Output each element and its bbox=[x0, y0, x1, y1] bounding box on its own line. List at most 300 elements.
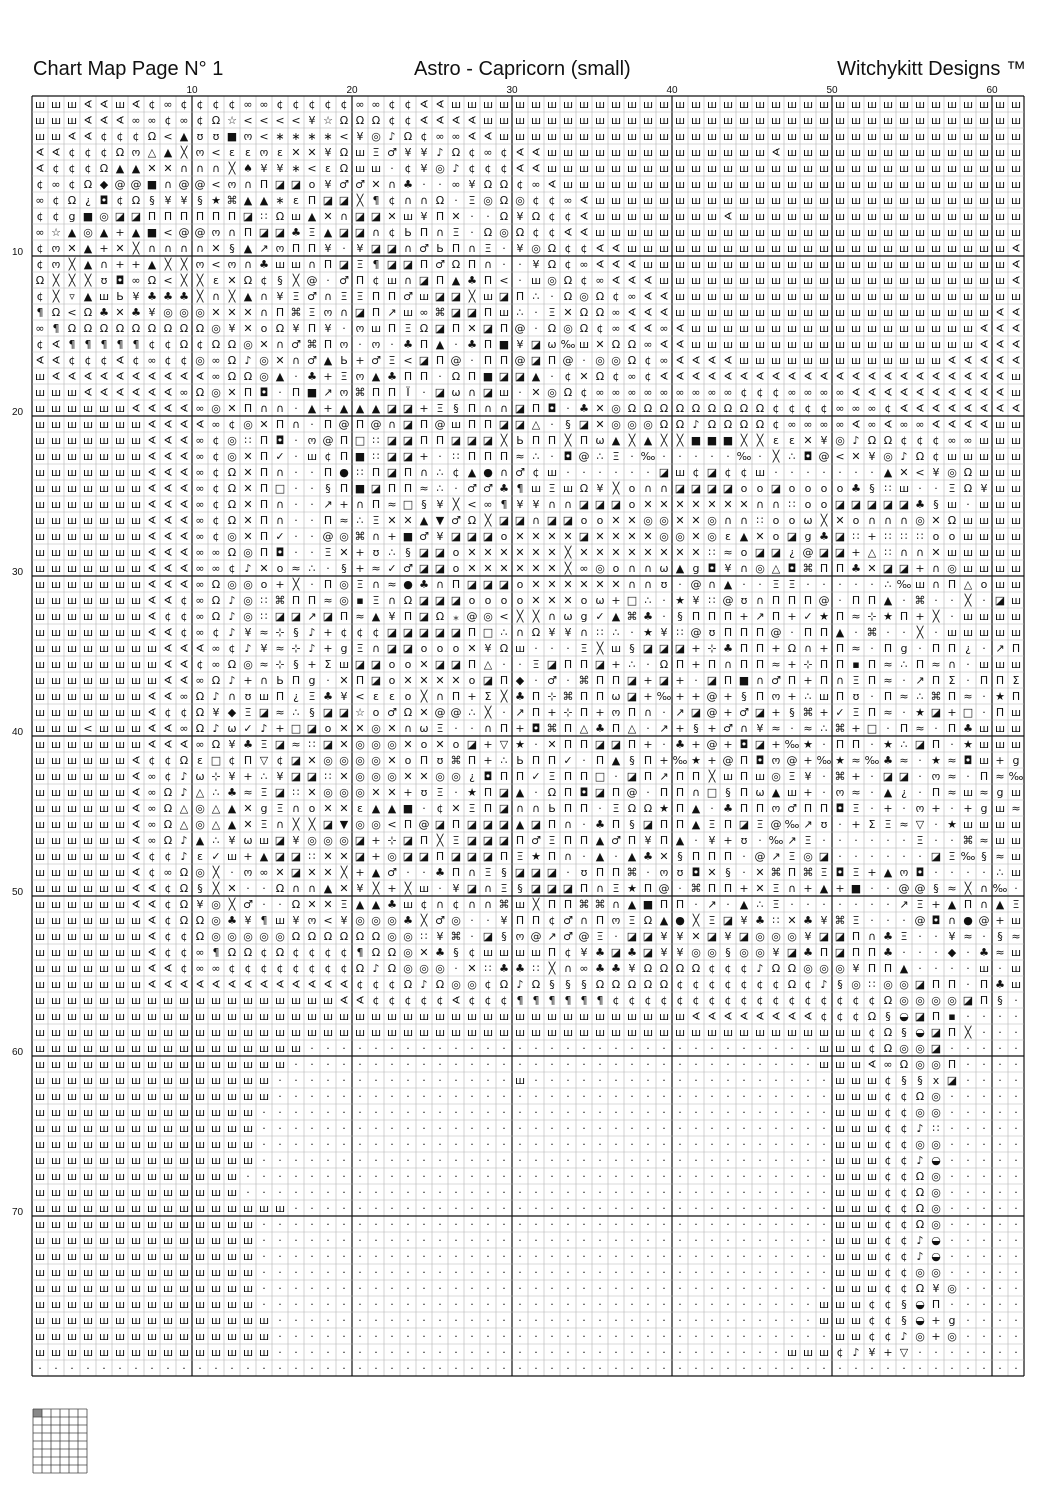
chart-symbol: ¢ bbox=[565, 946, 572, 959]
chart-symbol: + bbox=[803, 882, 812, 895]
chart-symbol: ¢ bbox=[885, 1122, 892, 1135]
chart-symbol: ш bbox=[163, 1154, 173, 1167]
chart-symbol: ш bbox=[67, 546, 77, 559]
chart-symbol: · bbox=[678, 1170, 682, 1183]
chart-symbol: + bbox=[323, 370, 332, 383]
chart-symbol: ш bbox=[963, 514, 973, 527]
chart-symbol: · bbox=[646, 1042, 650, 1055]
chart-symbol: Ω bbox=[756, 402, 764, 415]
chart-symbol: ш bbox=[227, 1074, 237, 1087]
chart-symbol: · bbox=[518, 658, 522, 671]
chart-symbol: ✕ bbox=[323, 850, 332, 863]
chart-symbol: · bbox=[310, 1266, 314, 1279]
chart-symbol: Ω bbox=[84, 306, 92, 319]
chart-symbol: о bbox=[853, 514, 860, 527]
chart-symbol: ≈ bbox=[947, 882, 956, 895]
chart-symbol: ∢ bbox=[979, 418, 988, 431]
chart-symbol: + bbox=[771, 738, 780, 751]
chart-symbol: · bbox=[982, 1218, 986, 1231]
chart-symbol: ∩ bbox=[756, 674, 764, 687]
chart-symbol: · bbox=[822, 1202, 826, 1215]
chart-symbol: ш bbox=[243, 1138, 253, 1151]
chart-symbol: · bbox=[822, 1266, 826, 1279]
chart-symbol: · bbox=[518, 1058, 522, 1071]
chart-symbol: ∢ bbox=[963, 418, 972, 431]
chart-symbol: Π bbox=[452, 818, 460, 831]
chart-symbol: · bbox=[358, 1298, 362, 1311]
chart-symbol: · bbox=[902, 914, 906, 927]
chart-symbol: ¥ bbox=[197, 898, 204, 911]
chart-symbol: ╳ bbox=[820, 513, 829, 527]
chart-symbol: · bbox=[342, 322, 346, 335]
chart-symbol: · bbox=[982, 1154, 986, 1167]
chart-symbol: ✕ bbox=[227, 882, 236, 895]
chart-symbol: ∢ bbox=[979, 386, 988, 399]
chart-symbol: ш bbox=[739, 274, 749, 287]
chart-symbol: · bbox=[982, 1138, 986, 1151]
chart-symbol: ∢ bbox=[995, 386, 1004, 399]
chart-symbol: ш bbox=[947, 274, 957, 287]
chart-symbol: ∩ bbox=[532, 514, 540, 527]
chart-symbol: Π bbox=[724, 818, 732, 831]
chart-symbol: · bbox=[950, 866, 954, 879]
chart-symbol: Ω bbox=[532, 626, 540, 639]
chart-symbol: ш bbox=[611, 226, 621, 239]
chart-symbol: ♪ bbox=[916, 1154, 923, 1167]
chart-symbol: ✕ bbox=[723, 498, 732, 511]
chart-symbol: ♪ bbox=[212, 722, 219, 735]
chart-symbol: □ bbox=[483, 626, 493, 639]
chart-symbol: ш bbox=[131, 1074, 141, 1087]
chart-symbol: ¢ bbox=[901, 1234, 908, 1247]
chart-symbol: ¢ bbox=[277, 962, 284, 975]
chart-symbol: ◎ bbox=[211, 322, 221, 335]
chart-symbol: ✕ bbox=[307, 786, 316, 799]
chart-symbol: ¢ bbox=[261, 274, 268, 287]
chart-symbol: · bbox=[630, 1058, 634, 1071]
chart-symbol: · bbox=[918, 482, 922, 495]
chart-symbol: ш bbox=[51, 1218, 61, 1231]
chart-symbol: Ω bbox=[340, 114, 348, 127]
chart-symbol: ■ bbox=[643, 898, 653, 911]
chart-symbol: · bbox=[390, 1058, 394, 1071]
chart-symbol: ¢ bbox=[901, 1266, 908, 1279]
chart-symbol: ш bbox=[67, 1186, 77, 1199]
chart-symbol: · bbox=[518, 1138, 522, 1151]
chart-symbol: ◪ bbox=[547, 514, 557, 527]
chart-symbol: ш bbox=[579, 146, 589, 159]
chart-symbol: · bbox=[742, 1186, 746, 1199]
chart-symbol: · bbox=[390, 1298, 394, 1311]
chart-symbol: · bbox=[262, 898, 266, 911]
chart-symbol: ш bbox=[691, 194, 701, 207]
chart-symbol: Π bbox=[340, 434, 348, 447]
chart-symbol: о bbox=[501, 594, 508, 607]
chart-symbol: ♂ bbox=[339, 274, 349, 287]
chart-symbol: ¶ bbox=[517, 482, 524, 495]
chart-symbol: ◎ bbox=[787, 930, 797, 943]
chart-symbol: Π bbox=[836, 642, 844, 655]
chart-symbol: ∢ bbox=[67, 130, 76, 143]
chart-symbol: ♪ bbox=[244, 562, 251, 575]
chart-symbol: · bbox=[406, 1154, 410, 1167]
chart-symbol: ∩ bbox=[788, 882, 796, 895]
chart-symbol: ш bbox=[707, 178, 717, 191]
chart-symbol: ◪ bbox=[451, 290, 461, 303]
chart-symbol: ∢ bbox=[147, 418, 156, 431]
chart-symbol: ◎ bbox=[419, 962, 429, 975]
chart-symbol: Ω bbox=[212, 610, 220, 623]
chart-symbol: ш bbox=[691, 1026, 701, 1039]
chart-symbol: ш bbox=[67, 1106, 77, 1119]
chart-symbol: ш bbox=[771, 258, 781, 271]
chart-symbol: ш bbox=[627, 210, 637, 223]
chart-symbol: ✕ bbox=[339, 850, 348, 863]
chart-symbol: ш bbox=[1011, 946, 1021, 959]
chart-symbol: ▽ bbox=[916, 818, 925, 831]
chart-symbol: ⌘ bbox=[627, 610, 638, 623]
chart-symbol: · bbox=[758, 1090, 762, 1103]
chart-symbol: ✕ bbox=[931, 514, 940, 527]
chart-symbol: ш bbox=[787, 274, 797, 287]
chart-symbol: ш bbox=[867, 146, 877, 159]
chart-symbol: ш bbox=[115, 418, 125, 431]
chart-symbol: о bbox=[485, 594, 492, 607]
chart-symbol: ш bbox=[227, 1266, 237, 1279]
chart-symbol: Π bbox=[932, 978, 940, 991]
chart-symbol: · bbox=[358, 1218, 362, 1231]
chart-symbol: о bbox=[405, 754, 412, 767]
chart-symbol: о bbox=[437, 642, 444, 655]
chart-symbol: ш bbox=[195, 1122, 205, 1135]
chart-symbol: ▲ bbox=[612, 610, 621, 623]
chart-symbol: · bbox=[614, 1218, 618, 1231]
chart-symbol: · bbox=[854, 834, 858, 847]
chart-symbol: ♣ bbox=[403, 914, 413, 927]
chart-symbol: · bbox=[902, 850, 906, 863]
chart-symbol: ш bbox=[99, 1074, 109, 1087]
chart-symbol: ¢ bbox=[149, 338, 156, 351]
chart-symbol: Ξ bbox=[309, 690, 316, 703]
chart-symbol: Π bbox=[580, 802, 588, 815]
chart-symbol: ◪ bbox=[531, 354, 541, 367]
chart-symbol: ш bbox=[99, 530, 109, 543]
chart-symbol: ╳ bbox=[564, 433, 573, 447]
chart-symbol: ш bbox=[243, 1058, 253, 1071]
chart-symbol: ∗ bbox=[291, 162, 300, 175]
chart-symbol: ♣ bbox=[851, 482, 861, 495]
chart-symbol: @ bbox=[115, 178, 126, 191]
chart-symbol: · bbox=[390, 1266, 394, 1279]
chart-symbol: · bbox=[502, 1138, 506, 1151]
chart-symbol: ✕ bbox=[243, 306, 252, 319]
chart-symbol: ◎ bbox=[339, 530, 349, 543]
chart-symbol: ш bbox=[867, 114, 877, 127]
chart-symbol: · bbox=[870, 802, 874, 815]
chart-symbol: ¢ bbox=[165, 338, 172, 351]
chart-symbol: ш bbox=[339, 658, 349, 671]
chart-symbol: ш bbox=[851, 130, 861, 143]
chart-symbol: ш bbox=[99, 946, 109, 959]
chart-symbol: ∞ bbox=[211, 418, 220, 431]
chart-symbol: Ξ bbox=[341, 370, 348, 383]
chart-symbol: · bbox=[534, 1234, 538, 1247]
chart-symbol: · bbox=[694, 1090, 698, 1103]
chart-symbol: ш bbox=[851, 1186, 861, 1199]
chart-symbol: ∴ bbox=[901, 658, 908, 671]
chart-symbol: · bbox=[822, 1250, 826, 1263]
chart-symbol: ш bbox=[851, 226, 861, 239]
chart-symbol: ◎ bbox=[211, 930, 221, 943]
chart-symbol: ш bbox=[643, 146, 653, 159]
chart-symbol: ≈ bbox=[771, 722, 780, 735]
chart-symbol: ш bbox=[83, 834, 93, 847]
chart-symbol: Ξ bbox=[261, 786, 268, 799]
chart-symbol: Π bbox=[388, 290, 396, 303]
chart-symbol: @ bbox=[531, 930, 542, 943]
chart-symbol: ◪ bbox=[403, 402, 413, 415]
chart-symbol: ◎ bbox=[307, 834, 317, 847]
chart-symbol: ¶ bbox=[549, 994, 556, 1007]
chart-symbol: · bbox=[790, 1202, 794, 1215]
chart-symbol: @ bbox=[819, 450, 830, 463]
chart-symbol: Ξ bbox=[453, 226, 460, 239]
chart-symbol: · bbox=[390, 1314, 394, 1327]
chart-symbol: ⁎ bbox=[453, 610, 459, 623]
chart-symbol: ✕ bbox=[243, 514, 252, 527]
chart-symbol: ◘ bbox=[260, 386, 269, 399]
chart-symbol: ш bbox=[835, 210, 845, 223]
chart-symbol: ╳ bbox=[180, 257, 189, 271]
chart-symbol: · bbox=[486, 1266, 490, 1279]
chart-symbol: ▲ bbox=[132, 162, 141, 175]
chart-symbol: ш bbox=[1011, 658, 1021, 671]
chart-symbol: Π bbox=[676, 818, 684, 831]
chart-symbol: ∷ bbox=[421, 930, 428, 943]
chart-symbol: ∢ bbox=[83, 370, 92, 383]
chart-symbol: ш bbox=[963, 226, 973, 239]
chart-symbol: ∢ bbox=[339, 978, 348, 991]
chart-symbol: ш bbox=[707, 274, 717, 287]
chart-symbol: · bbox=[678, 1058, 682, 1071]
chart-symbol: ш bbox=[131, 946, 141, 959]
chart-symbol: · bbox=[390, 162, 394, 175]
chart-symbol: · bbox=[534, 1202, 538, 1215]
chart-symbol: ш bbox=[83, 786, 93, 799]
chart-symbol: · bbox=[358, 1042, 362, 1055]
chart-symbol: Ω bbox=[340, 930, 348, 943]
chart-symbol: ш bbox=[819, 690, 829, 703]
chart-symbol: · bbox=[614, 1138, 618, 1151]
chart-symbol: < bbox=[163, 274, 172, 287]
chart-symbol: ш bbox=[371, 1026, 381, 1039]
chart-symbol: · bbox=[310, 1314, 314, 1327]
chart-symbol: Π bbox=[916, 658, 924, 671]
chart-symbol: ∢ bbox=[163, 674, 172, 687]
chart-symbol: @ bbox=[323, 530, 334, 543]
chart-symbol: ш bbox=[979, 722, 989, 735]
chart-symbol: ◪ bbox=[547, 866, 557, 879]
chart-symbol: ♂ bbox=[771, 674, 781, 687]
chart-symbol: + bbox=[387, 882, 396, 895]
chart-symbol: ¢ bbox=[341, 626, 348, 639]
chart-symbol: ▲ bbox=[884, 866, 893, 879]
chart-symbol: ♂ bbox=[787, 802, 797, 815]
chart-symbol: ш bbox=[83, 994, 93, 1007]
chart-symbol: ш bbox=[275, 1042, 285, 1055]
chart-symbol: ш bbox=[899, 482, 909, 495]
chart-symbol: Π bbox=[436, 354, 444, 367]
chart-symbol: ╳ bbox=[68, 273, 77, 287]
chart-symbol: · bbox=[966, 1170, 970, 1183]
chart-symbol: § bbox=[565, 978, 571, 991]
chart-symbol: ¢ bbox=[37, 290, 44, 303]
chart-symbol: ◒ bbox=[931, 1234, 941, 1247]
chart-symbol: ╳ bbox=[468, 289, 477, 303]
chart-symbol: · bbox=[326, 1122, 330, 1135]
chart-symbol: ш bbox=[819, 1298, 829, 1311]
chart-symbol: ◎ bbox=[243, 578, 253, 591]
chart-symbol: ¢ bbox=[549, 226, 556, 239]
chart-symbol: · bbox=[518, 1282, 522, 1295]
chart-symbol: ∴ bbox=[501, 754, 508, 767]
chart-symbol: ш bbox=[83, 626, 93, 639]
chart-symbol: ш bbox=[211, 1266, 221, 1279]
chart-symbol: ш bbox=[499, 306, 509, 319]
chart-symbol: ш bbox=[83, 642, 93, 655]
chart-symbol: · bbox=[694, 1298, 698, 1311]
chart-symbol: · bbox=[678, 1042, 682, 1055]
chart-symbol: Ξ bbox=[805, 834, 812, 847]
chart-symbol: ∞ bbox=[579, 258, 588, 271]
chart-symbol: ∩ bbox=[276, 402, 284, 415]
chart-symbol: · bbox=[950, 1170, 954, 1183]
chart-symbol: · bbox=[422, 1218, 426, 1231]
chart-symbol: · bbox=[582, 1138, 586, 1151]
chart-symbol: + bbox=[387, 530, 396, 543]
chart-symbol: ш bbox=[243, 1010, 253, 1023]
chart-symbol: ш bbox=[115, 1266, 125, 1279]
chart-symbol: ◎ bbox=[739, 946, 749, 959]
chart-symbol: Π bbox=[708, 850, 716, 863]
chart-symbol: · bbox=[870, 786, 874, 799]
chart-symbol: Π bbox=[660, 818, 668, 831]
chart-symbol: ▲ bbox=[628, 898, 637, 911]
chart-symbol: ∢ bbox=[931, 386, 940, 399]
chart-symbol: Ξ bbox=[261, 738, 268, 751]
chart-symbol: ш bbox=[771, 322, 781, 335]
chart-symbol: ∢ bbox=[131, 882, 140, 895]
chart-symbol: ¢ bbox=[725, 978, 732, 991]
chart-symbol: · bbox=[310, 418, 314, 431]
chart-symbol: ш bbox=[115, 1090, 125, 1103]
chart-symbol: ¢ bbox=[325, 946, 332, 959]
chart-symbol: ∷ bbox=[901, 530, 908, 543]
chart-symbol: Π bbox=[740, 802, 748, 815]
chart-symbol: · bbox=[966, 1090, 970, 1103]
chart-symbol: § bbox=[405, 546, 411, 559]
chart-symbol: ш bbox=[115, 674, 125, 687]
chart-symbol: ∞ bbox=[595, 386, 604, 399]
chart-symbol: Π bbox=[948, 690, 956, 703]
chart-symbol: Π bbox=[644, 770, 652, 783]
chart-symbol: ш bbox=[131, 1122, 141, 1135]
chart-symbol: ო bbox=[132, 146, 141, 159]
chart-symbol: ∢ bbox=[579, 226, 588, 239]
chart-symbol: · bbox=[310, 546, 314, 559]
chart-symbol: Π bbox=[148, 210, 156, 223]
chart-symbol: ш bbox=[979, 306, 989, 319]
chart-symbol: Π bbox=[484, 450, 492, 463]
chart-symbol: ш bbox=[243, 1330, 253, 1343]
chart-symbol: · bbox=[486, 1298, 490, 1311]
chart-symbol: ш bbox=[643, 130, 653, 143]
chart-symbol: ◎ bbox=[931, 1266, 941, 1279]
chart-symbol: · bbox=[662, 1122, 666, 1135]
chart-symbol: ∩ bbox=[340, 306, 348, 319]
chart-symbol: ш bbox=[67, 786, 77, 799]
chart-symbol: ш bbox=[67, 898, 77, 911]
chart-symbol: ╳ bbox=[484, 705, 493, 719]
chart-symbol: · bbox=[438, 1234, 442, 1247]
chart-symbol: ш bbox=[595, 146, 605, 159]
chart-symbol: ‰ bbox=[561, 338, 576, 351]
chart-symbol: ш bbox=[211, 1202, 221, 1215]
chart-symbol: ✕ bbox=[227, 402, 236, 415]
chart-symbol: ∢ bbox=[899, 402, 908, 415]
chart-symbol: ш bbox=[179, 1106, 189, 1119]
chart-symbol: Π bbox=[484, 802, 492, 815]
chart-symbol: ✓ bbox=[563, 754, 572, 767]
chart-symbol: ш bbox=[931, 146, 941, 159]
chart-symbol: § bbox=[901, 1298, 907, 1311]
chart-symbol: ≈ bbox=[899, 818, 908, 831]
chart-symbol: ♂ bbox=[723, 722, 733, 735]
chart-symbol: · bbox=[822, 578, 826, 591]
chart-symbol: ∢ bbox=[147, 946, 156, 959]
chart-symbol: Π bbox=[580, 690, 588, 703]
chart-symbol: · bbox=[838, 898, 842, 911]
chart-symbol: ш bbox=[83, 418, 93, 431]
chart-symbol: · bbox=[982, 1058, 986, 1071]
chart-symbol: ¢ bbox=[405, 114, 412, 127]
chart-symbol: ✕ bbox=[339, 674, 348, 687]
chart-symbol: · bbox=[758, 1202, 762, 1215]
chart-symbol: ш bbox=[707, 290, 717, 303]
chart-symbol: Ω bbox=[356, 930, 364, 943]
chart-symbol: Π bbox=[932, 738, 940, 751]
chart-symbol: ¢ bbox=[901, 1122, 908, 1135]
chart-symbol: · bbox=[326, 1330, 330, 1343]
chart-symbol: ш bbox=[51, 594, 61, 607]
chart-symbol: · bbox=[598, 1042, 602, 1055]
chart-symbol: ∞ bbox=[451, 178, 460, 191]
chart-symbol: ∢ bbox=[851, 418, 860, 431]
chart-symbol: Π bbox=[660, 834, 668, 847]
chart-symbol: · bbox=[294, 466, 298, 479]
chart-symbol: ¢ bbox=[309, 98, 316, 111]
chart-symbol: ¢ bbox=[805, 994, 812, 1007]
chart-symbol: Ξ bbox=[581, 642, 588, 655]
chart-symbol: ш bbox=[51, 786, 61, 799]
chart-symbol: · bbox=[470, 1250, 474, 1263]
chart-symbol: ш bbox=[803, 242, 813, 255]
chart-symbol: ш bbox=[275, 1202, 285, 1215]
chart-symbol: ◎ bbox=[707, 530, 717, 543]
chart-symbol: ⌘ bbox=[547, 722, 558, 735]
chart-symbol: ш bbox=[35, 562, 45, 575]
chart-symbol: ∢ bbox=[227, 978, 236, 991]
